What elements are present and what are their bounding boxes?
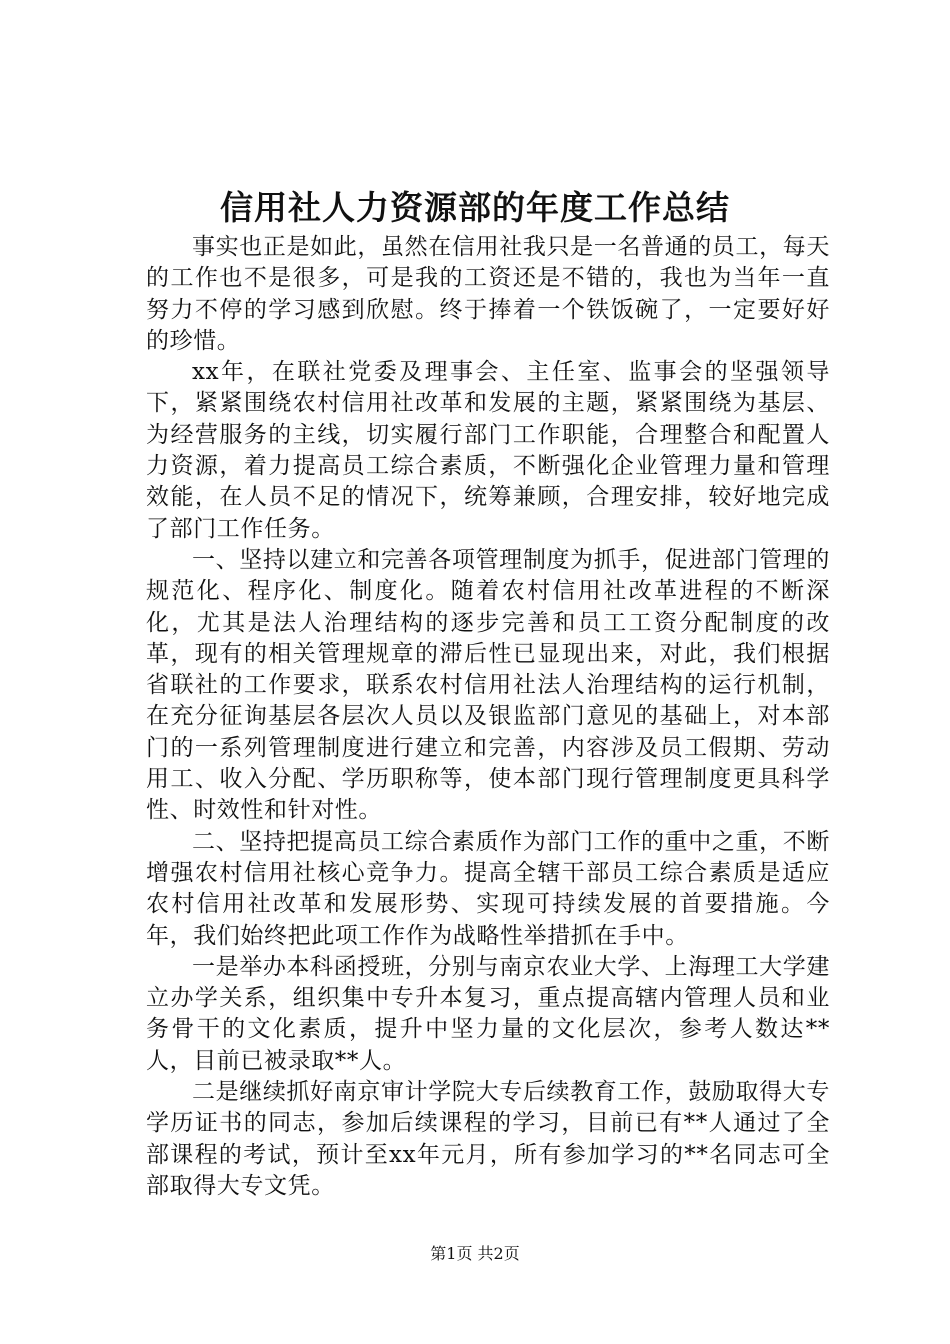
page-number-footer: 第1页 共2页 bbox=[430, 1244, 520, 1263]
document-body bbox=[146, 232, 830, 1202]
paragraph-intro: 事实也正是如此，虽然在信用社我只是一名普通的员工，每天的工作也不是很多，可是我的工资还是不错的，我也为当年一直努力不停的学习感到欣慰。终于捧着一个铁饭碗了，一定要好好的珍惜。 bbox=[146, 234, 830, 354]
paragraph-section-one: 一、坚持以建立和完善各项管理制度为抓手，促进部门管理的规范化、程序化、制度化。随着农村信用社改革进程的不断深化，尤其是法人治理结构的逐步完善和员工工资分配制度的改革，现有的相关管理规章的滞后性已显现出来，对此，我们根据省联社的工作要求，联系农村信用社法人治理结构的运行机制，在充分征询基层各层次人员以及银监部门意见的基础上，对本部门的一系列管理制度进行建立和完善，内容涉及员工假期、劳动用工、收入分配、学历职称等，使本部门现行管理制度更具科学性、时效性和针对性。 bbox=[146, 546, 830, 824]
document-title: 信用社人力资源部的年度工作总结 bbox=[220, 188, 730, 227]
paragraph-overview: xx年，在联社党委及理事会、主任室、监事会的坚强领导下，紧紧围绕农村信用社改革和发展的主题，紧紧围绕为基层、为经营服务的主线，切实履行部门工作职能，合理整合和配置人力资源，着力提高员工综合素质，不断强化企业管理力量和管理效能，在人员不足的情况下，统筹兼顾，合理安排，较好地完成了部门工作任务。 bbox=[146, 359, 830, 542]
paragraph-section-two: 二、坚持把提高员工综合素质作为部门工作的重中之重，不断增强农村信用社核心竞争力。提高全辖干部员工综合素质是适应农村信用社改革和发展形势、实现可持续发展的首要措施。今年，我们始终把此项工作作为战略性举措抓在手中。 bbox=[146, 828, 830, 949]
paragraph-item-two: 二是继续抓好南京审计学院大专后续教育工作，鼓励取得大专学历证书的同志，参加后续课程的学习，目前已有**人通过了全部课程的考试，预计至xx年元月，所有参加学习的**名同志可全部取得大专文凭。 bbox=[146, 1079, 830, 1199]
paragraph-item-one: 一是举办本科函授班，分别与南京农业大学、上海理工大学建立办学关系，组织集中专升本复习，重点提高辖内管理人员和业务骨干的文化素质，提升中坚力量的文化层次，参考人数达**人，目前已被录取**人。 bbox=[146, 953, 830, 1074]
